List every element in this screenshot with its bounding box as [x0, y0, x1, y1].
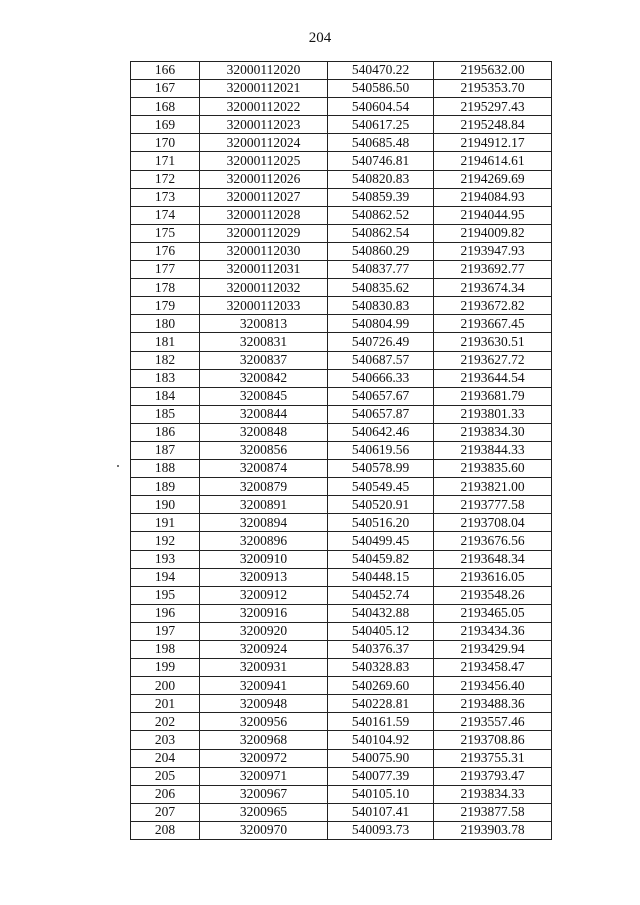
y-coordinate-cell: 2195353.70	[434, 80, 552, 98]
point-number-cell: 189	[131, 478, 200, 496]
point-id-cell: 32000112022	[200, 98, 328, 116]
table-row	[131, 785, 552, 803]
table-row	[131, 279, 552, 297]
x-coordinate-cell: 540328.83	[328, 659, 434, 677]
y-coordinate-cell: 2193456.40	[434, 677, 552, 695]
x-coordinate-cell: 540075.90	[328, 749, 434, 767]
y-coordinate-cell: 2193801.33	[434, 405, 552, 423]
point-number-cell: 207	[131, 803, 200, 821]
table-row	[131, 188, 552, 206]
y-coordinate-cell: 2193708.86	[434, 731, 552, 749]
x-coordinate-cell: 540746.81	[328, 152, 434, 170]
point-number-cell: 168	[131, 98, 200, 116]
x-coordinate-cell: 540105.10	[328, 785, 434, 803]
x-coordinate-cell: 540642.46	[328, 423, 434, 441]
point-number-cell: 177	[131, 261, 200, 279]
point-number-cell: 194	[131, 568, 200, 586]
table-row	[131, 297, 552, 315]
point-number-cell: 204	[131, 749, 200, 767]
y-coordinate-cell: 2193488.36	[434, 695, 552, 713]
point-number-cell: 200	[131, 677, 200, 695]
x-coordinate-cell: 540862.54	[328, 224, 434, 242]
table-row	[131, 369, 552, 387]
x-coordinate-cell: 540604.54	[328, 98, 434, 116]
y-coordinate-cell: 2193672.82	[434, 297, 552, 315]
x-coordinate-cell: 540470.22	[328, 62, 434, 80]
point-number-cell: 175	[131, 224, 200, 242]
table-row	[131, 532, 552, 550]
point-id-cell: 3200931	[200, 659, 328, 677]
x-coordinate-cell: 540657.67	[328, 387, 434, 405]
x-coordinate-cell: 540586.50	[328, 80, 434, 98]
point-id-cell: 3200894	[200, 514, 328, 532]
point-number-cell: 185	[131, 405, 200, 423]
point-id-cell: 32000112020	[200, 62, 328, 80]
x-coordinate-cell: 540107.41	[328, 803, 434, 821]
point-id-cell: 3200965	[200, 803, 328, 821]
y-coordinate-cell: 2193834.33	[434, 785, 552, 803]
table-row	[131, 514, 552, 532]
point-number-cell: 188	[131, 460, 200, 478]
y-coordinate-cell: 2193674.34	[434, 279, 552, 297]
point-id-cell: 3200910	[200, 550, 328, 568]
point-id-cell: 3200844	[200, 405, 328, 423]
y-coordinate-cell: 2195632.00	[434, 62, 552, 80]
table-row	[131, 604, 552, 622]
y-coordinate-cell: 2193777.58	[434, 496, 552, 514]
point-id-cell: 32000112028	[200, 206, 328, 224]
point-number-cell: 172	[131, 170, 200, 188]
y-coordinate-cell: 2193793.47	[434, 767, 552, 785]
y-coordinate-cell: 2193458.47	[434, 659, 552, 677]
point-id-cell: 32000112029	[200, 224, 328, 242]
y-coordinate-cell: 2193630.51	[434, 333, 552, 351]
point-id-cell: 3200920	[200, 622, 328, 640]
table-row	[131, 315, 552, 333]
table-row	[131, 261, 552, 279]
table-row	[131, 677, 552, 695]
point-number-cell: 179	[131, 297, 200, 315]
point-number-cell: 170	[131, 134, 200, 152]
x-coordinate-cell: 540499.45	[328, 532, 434, 550]
table-row	[131, 767, 552, 785]
x-coordinate-cell: 540687.57	[328, 351, 434, 369]
stray-dot	[117, 465, 119, 467]
point-number-cell: 171	[131, 152, 200, 170]
y-coordinate-cell: 2193667.45	[434, 315, 552, 333]
point-id-cell: 3200845	[200, 387, 328, 405]
table-row	[131, 641, 552, 659]
x-coordinate-cell: 540093.73	[328, 821, 434, 839]
x-coordinate-cell: 540726.49	[328, 333, 434, 351]
table-body	[131, 62, 552, 840]
table-row	[131, 731, 552, 749]
x-coordinate-cell: 540657.87	[328, 405, 434, 423]
point-id-cell: 3200879	[200, 478, 328, 496]
point-id-cell: 3200924	[200, 641, 328, 659]
point-id-cell: 3200891	[200, 496, 328, 514]
table-row	[131, 586, 552, 604]
point-id-cell: 3200972	[200, 749, 328, 767]
point-number-cell: 176	[131, 242, 200, 260]
y-coordinate-cell: 2194614.61	[434, 152, 552, 170]
table-row	[131, 405, 552, 423]
table-row	[131, 98, 552, 116]
point-number-cell: 192	[131, 532, 200, 550]
table-row	[131, 478, 552, 496]
point-number-cell: 190	[131, 496, 200, 514]
point-number-cell: 193	[131, 550, 200, 568]
point-id-cell: 32000112024	[200, 134, 328, 152]
point-number-cell: 197	[131, 622, 200, 640]
point-id-cell: 3200948	[200, 695, 328, 713]
table-row	[131, 622, 552, 640]
point-number-cell: 201	[131, 695, 200, 713]
coordinates-table	[130, 61, 552, 840]
y-coordinate-cell: 2193692.77	[434, 261, 552, 279]
y-coordinate-cell: 2194912.17	[434, 134, 552, 152]
point-id-cell: 3200970	[200, 821, 328, 839]
table-row	[131, 713, 552, 731]
y-coordinate-cell: 2195297.43	[434, 98, 552, 116]
x-coordinate-cell: 540860.29	[328, 242, 434, 260]
point-number-cell: 166	[131, 62, 200, 80]
y-coordinate-cell: 2193947.93	[434, 242, 552, 260]
y-coordinate-cell: 2193903.78	[434, 821, 552, 839]
table-row	[131, 695, 552, 713]
y-coordinate-cell: 2193434.36	[434, 622, 552, 640]
y-coordinate-cell: 2193616.05	[434, 568, 552, 586]
point-id-cell: 3200874	[200, 460, 328, 478]
x-coordinate-cell: 540619.56	[328, 441, 434, 459]
x-coordinate-cell: 540448.15	[328, 568, 434, 586]
table-row	[131, 441, 552, 459]
x-coordinate-cell: 540549.45	[328, 478, 434, 496]
table-row	[131, 224, 552, 242]
x-coordinate-cell: 540862.52	[328, 206, 434, 224]
table-row	[131, 749, 552, 767]
point-number-cell: 184	[131, 387, 200, 405]
point-id-cell: 32000112026	[200, 170, 328, 188]
table-row	[131, 242, 552, 260]
y-coordinate-cell: 2193834.30	[434, 423, 552, 441]
point-number-cell: 206	[131, 785, 200, 803]
y-coordinate-cell: 2194044.95	[434, 206, 552, 224]
x-coordinate-cell: 540859.39	[328, 188, 434, 206]
point-id-cell: 32000112032	[200, 279, 328, 297]
table-row	[131, 460, 552, 478]
point-id-cell: 3200968	[200, 731, 328, 749]
table-row	[131, 550, 552, 568]
table-row	[131, 333, 552, 351]
table-row	[131, 803, 552, 821]
y-coordinate-cell: 2194269.69	[434, 170, 552, 188]
y-coordinate-cell: 2193755.31	[434, 749, 552, 767]
point-number-cell: 186	[131, 423, 200, 441]
table-row	[131, 80, 552, 98]
point-number-cell: 178	[131, 279, 200, 297]
x-coordinate-cell: 540830.83	[328, 297, 434, 315]
point-id-cell: 3200916	[200, 604, 328, 622]
y-coordinate-cell: 2193821.00	[434, 478, 552, 496]
y-coordinate-cell: 2193844.33	[434, 441, 552, 459]
y-coordinate-cell: 2193676.56	[434, 532, 552, 550]
table-row	[131, 170, 552, 188]
y-coordinate-cell: 2193648.34	[434, 550, 552, 568]
point-id-cell: 3200842	[200, 369, 328, 387]
x-coordinate-cell: 540161.59	[328, 713, 434, 731]
point-id-cell: 32000112027	[200, 188, 328, 206]
x-coordinate-cell: 540376.37	[328, 641, 434, 659]
point-id-cell: 3200856	[200, 441, 328, 459]
point-id-cell: 32000112023	[200, 116, 328, 134]
x-coordinate-cell: 540835.62	[328, 279, 434, 297]
point-id-cell: 32000112031	[200, 261, 328, 279]
table-row	[131, 496, 552, 514]
x-coordinate-cell: 540516.20	[328, 514, 434, 532]
point-id-cell: 3200896	[200, 532, 328, 550]
x-coordinate-cell: 540432.88	[328, 604, 434, 622]
x-coordinate-cell: 540578.99	[328, 460, 434, 478]
point-number-cell: 196	[131, 604, 200, 622]
y-coordinate-cell: 2193465.05	[434, 604, 552, 622]
point-id-cell: 3200913	[200, 568, 328, 586]
x-coordinate-cell: 540452.74	[328, 586, 434, 604]
point-id-cell: 3200831	[200, 333, 328, 351]
x-coordinate-cell: 540666.33	[328, 369, 434, 387]
point-number-cell: 203	[131, 731, 200, 749]
point-number-cell: 173	[131, 188, 200, 206]
point-id-cell: 32000112021	[200, 80, 328, 98]
point-number-cell: 180	[131, 315, 200, 333]
table-row	[131, 659, 552, 677]
point-id-cell: 3200912	[200, 586, 328, 604]
point-number-cell: 183	[131, 369, 200, 387]
y-coordinate-cell: 2193627.72	[434, 351, 552, 369]
x-coordinate-cell: 540077.39	[328, 767, 434, 785]
x-coordinate-cell: 540617.25	[328, 116, 434, 134]
point-id-cell: 32000112030	[200, 242, 328, 260]
y-coordinate-cell: 2194009.82	[434, 224, 552, 242]
y-coordinate-cell: 2195248.84	[434, 116, 552, 134]
point-id-cell: 3200971	[200, 767, 328, 785]
page-number: 204	[308, 30, 332, 46]
table-row	[131, 568, 552, 586]
table-row	[131, 423, 552, 441]
point-number-cell: 181	[131, 333, 200, 351]
x-coordinate-cell: 540820.83	[328, 170, 434, 188]
y-coordinate-cell: 2193429.94	[434, 641, 552, 659]
point-id-cell: 3200941	[200, 677, 328, 695]
point-number-cell: 174	[131, 206, 200, 224]
point-id-cell: 3200967	[200, 785, 328, 803]
point-id-cell: 32000112025	[200, 152, 328, 170]
point-number-cell: 199	[131, 659, 200, 677]
x-coordinate-cell: 540837.77	[328, 261, 434, 279]
point-number-cell: 208	[131, 821, 200, 839]
table-row	[131, 62, 552, 80]
point-number-cell: 191	[131, 514, 200, 532]
point-number-cell: 182	[131, 351, 200, 369]
table-row	[131, 821, 552, 839]
x-coordinate-cell: 540405.12	[328, 622, 434, 640]
table-row	[131, 387, 552, 405]
x-coordinate-cell: 540269.60	[328, 677, 434, 695]
point-number-cell: 202	[131, 713, 200, 731]
x-coordinate-cell: 540459.82	[328, 550, 434, 568]
point-number-cell: 169	[131, 116, 200, 134]
y-coordinate-cell: 2193644.54	[434, 369, 552, 387]
point-id-cell: 3200848	[200, 423, 328, 441]
point-number-cell: 198	[131, 641, 200, 659]
point-number-cell: 205	[131, 767, 200, 785]
point-id-cell: 3200837	[200, 351, 328, 369]
x-coordinate-cell: 540228.81	[328, 695, 434, 713]
x-coordinate-cell: 540104.92	[328, 731, 434, 749]
point-id-cell: 3200956	[200, 713, 328, 731]
y-coordinate-cell: 2193681.79	[434, 387, 552, 405]
table-row	[131, 116, 552, 134]
point-number-cell: 187	[131, 441, 200, 459]
x-coordinate-cell: 540520.91	[328, 496, 434, 514]
table-row	[131, 206, 552, 224]
table-row	[131, 351, 552, 369]
point-id-cell: 3200813	[200, 315, 328, 333]
x-coordinate-cell: 540804.99	[328, 315, 434, 333]
y-coordinate-cell: 2193877.58	[434, 803, 552, 821]
table-row	[131, 152, 552, 170]
y-coordinate-cell: 2194084.93	[434, 188, 552, 206]
table-row	[131, 134, 552, 152]
x-coordinate-cell: 540685.48	[328, 134, 434, 152]
point-number-cell: 195	[131, 586, 200, 604]
point-number-cell: 167	[131, 80, 200, 98]
y-coordinate-cell: 2193708.04	[434, 514, 552, 532]
y-coordinate-cell: 2193835.60	[434, 460, 552, 478]
y-coordinate-cell: 2193548.26	[434, 586, 552, 604]
point-id-cell: 32000112033	[200, 297, 328, 315]
y-coordinate-cell: 2193557.46	[434, 713, 552, 731]
